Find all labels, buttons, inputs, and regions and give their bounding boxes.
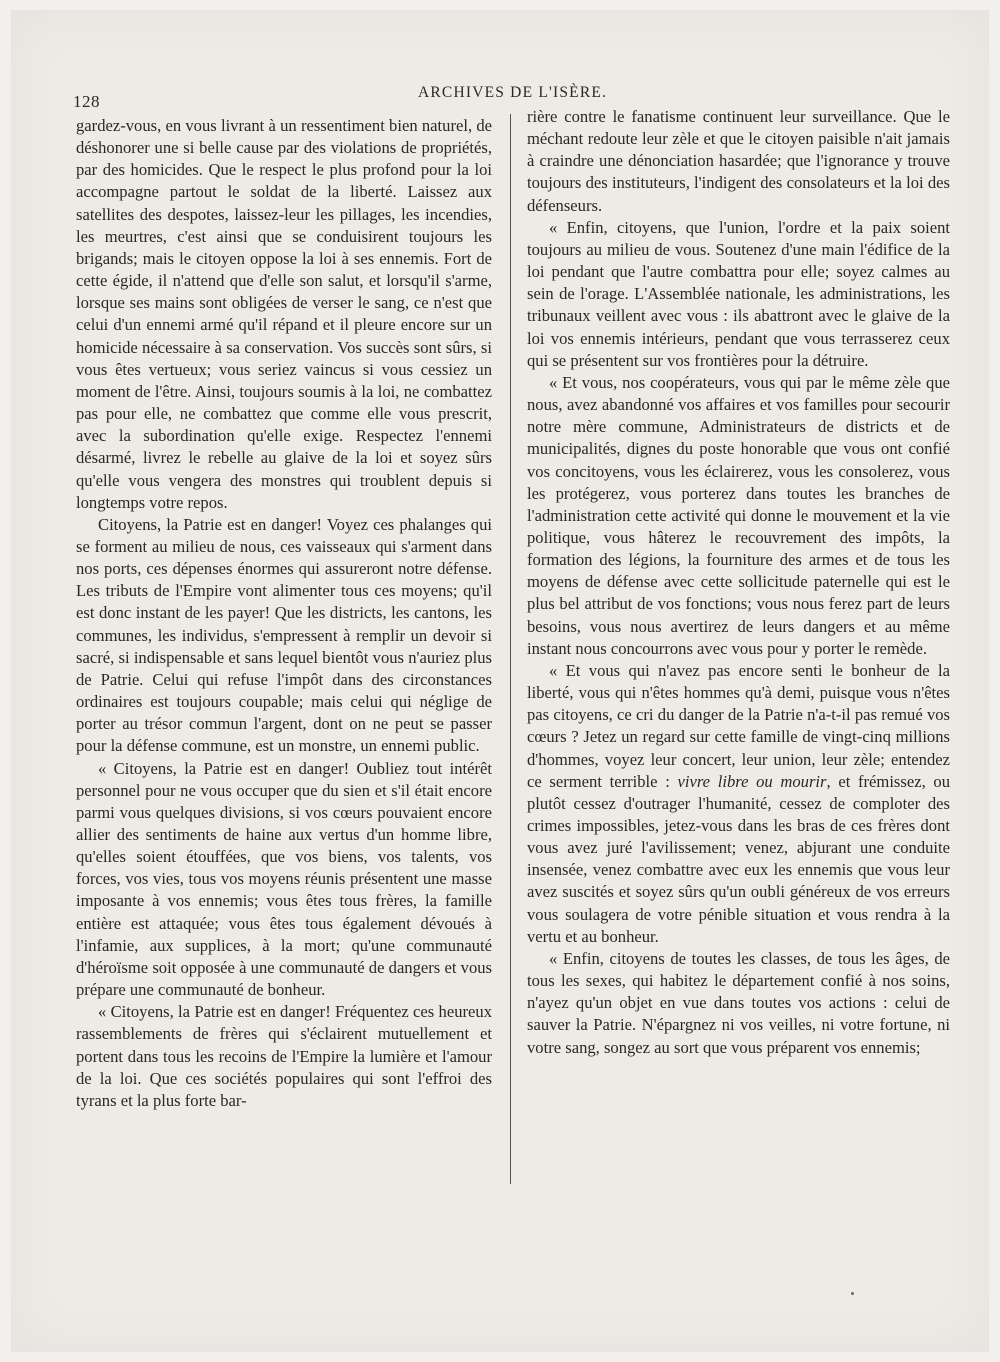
paragraph: « Citoyens, la Patrie est en danger! Fréquentez ces heureux rassemblements de frères qui s'éclairent mutuellement et portent dans tous les recoins de l'Empire la lumière et l'amour de la loi. Que ces sociétés populaires qui sont l'effroi des tyrans et la plus forte bar- xyxy=(76,1002,492,1110)
paragraph: « Enfin, citoyens, que l'union, l'ordre et la paix soient toujours au milieu de vous. Soutenez d'une main l'édifice de la loi pendant que l'autre combattra pour elle; soyez calmes au sein de l'orage. L'Assemblée nationale, les administrations, les tribunaux veillent avec vous : ils abattront avec le glaive de la loi vos ennemis intérieurs, pendant que vous terrasserez ceux qui se présentent sur vos frontières pour la détruire. xyxy=(527,217,950,370)
paragraph: Citoyens, la Patrie est en danger! Voyez ces phalanges qui se forment au milieu de nous, ces vaisseaux qui s'arment dans nos ports, ces dépenses énormes qui assureront notre défense. Les tributs de l'Empire vont alimenter tous ces moyens; qu'il est donc instant de les payer! Que les districts, les cantons, les communes, les individus, s'empressent à remplir un devoir si sacré, si indispensable et sans lequel bientôt vous n'auriez plus de Patrie. Celui qui refuse l'impôt dans des circonstances ordinaires est toujours coupable; mais celui qui néglige de porter au trésor commun l'argent, dont on ne peut se passer pour la défense commune, est un monstre, un ennemi public. xyxy=(76,514,492,756)
oath-phrase: vivre libre ou mourir xyxy=(677,771,827,791)
paragraph: gardez-vous, en vous livrant à un ressentiment bien naturel, de déshonorer une si belle cause par des violations de propriétés, par des homicides. Que le respect le plus profond pour la loi accompagne partout le soldat de la liberté. Laissez aux satellites des despotes, laissez-leur les pillages, les incendies, les meurtres, c'est ainsi que se conduisirent toujours les brigands; mais le citoyen oppose la loi à ses ennemis. Fort de cette égide, il n'attend que d'elle son salut, et lorsqu'il s'arme, lorsque ses mains sont obligées de verser le sang, ce n'est que celui d'un ennemi armé qu'il répand et il pleure encore sur un homicide nécessaire à sa conservation. Vos succès sont sûrs, si vous êtes vertueux; vous seriez vaincus si vous cessiez un moment de l'être. Ainsi, toujours soumis à la loi, ne combattez pas pour elle, ne combattez que comme elle vous prescrit, avec la subordination qu'elle exige. Respectez l'ennemi désarmé, livrez le rebelle au glaive de la loi et soyez sûrs qu'elle vous vengera des monstres qui troublent depuis si longtemps votre repos. xyxy=(76,116,492,512)
running-title: ARCHIVES DE L'ISÈRE. xyxy=(418,84,608,101)
paragraph: « Citoyens, la Patrie est en danger! Oubliez tout intérêt personnel pour ne vous occuper que du sien et s'il était encore parmi vous quelques divisions, si vos cœurs pouvaient encore allier des sentiments de haine aux vertus d'un homme libre, qu'elles soient étouffées, que vos biens, vos talents, vos forces, vos vies, tous vos moyens réunis présentent une masse imposante à vos ennemis; vous êtes tous frères, la famille entière est attaquée; vous êtes tous également dévoués à l'infamie, aux supplices, à la mort; qu'une communauté d'héroïsme soit opposée à une communauté de dangers et vous prépare une communauté de bonheur. xyxy=(76,758,492,1000)
left-column xyxy=(76,115,492,1112)
ink-speck xyxy=(851,1292,854,1295)
paragraph: « Et vous, nos coopérateurs, vous qui par le même zèle que nous, avez abandonné vos affaires et vos familles pour secourir notre mère commune, Administrateurs de districts et de municipalités, dignes du poste honorable que vous ont confié vos concitoyens, vous les éclairerez, vous les consolerez, vous les protégerez, vous porterez dans toutes les branches de l'administration cette activité qui donne le mouvement et la vie politique, vous hâterez le recouvrement des impôts, la formation des légions, la fourniture des armes et de tous les moyens de défense avec cette sollicitude paternelle qui est le plus bel attribut de vos fonctions; vous nous ferez part de leurs besoins, vous nous avertirez de leurs dangers et au même instant nous concourrons avec vous pour y porter le remède. xyxy=(527,372,950,658)
right-column xyxy=(527,106,950,1059)
page-number: 128 xyxy=(73,92,100,111)
column-divider xyxy=(510,114,511,1184)
paragraph: « Enfin, citoyens de toutes les classes, de tous les âges, de tous les sexes, qui habitez le département confié à nos soins, n'ayez qu'un objet en vue dans toutes vos actions : celui de sauver la Patrie. N'épargnez ni vos veilles, ni votre fortune, ni votre sang, songez au sort que vous préparent vos ennemis; xyxy=(527,948,950,1057)
paragraph: rière contre le fanatisme continuent leur surveillance. Que le méchant redoute leur zèle et que le citoyen paisible n'ait jamais à craindre une dénonciation hasardée; que l'ignorance y trouve toujours des instituteurs, l'indigent des consolateurs et la loi des défenseurs. xyxy=(527,107,950,215)
paragraph: « Et vous qui n'avez pas encore senti le bonheur de la liberté, vous qui n'êtes hommes qu'à demi, puisque vous n'êtes pas citoyens, ce cri du danger de la Patrie n'a-t-il pas remué vos cœurs ? Jetez un regard sur cette famille de vingt-cinq millions d'hommes, voyez leur concert, leur union, leur zèle; entendez ce serment terrible : vivre libre ou mourir, et frémissez, ou plutôt cessez d'outrager l'humanité, cessez de comploter des crimes impossibles, jetez-vous dans les bras de ces frères dont vous avez juré l'avilissement; venez, abjurant une conduite insensée, venez combattre avec eux les ennemis que vous leur avez suscités et soyez sûrs qu'un oubli généreux de vos erreurs vous soulagera de votre pénible situation et vous rendra à la vertu et au bonheur. xyxy=(527,660,950,946)
